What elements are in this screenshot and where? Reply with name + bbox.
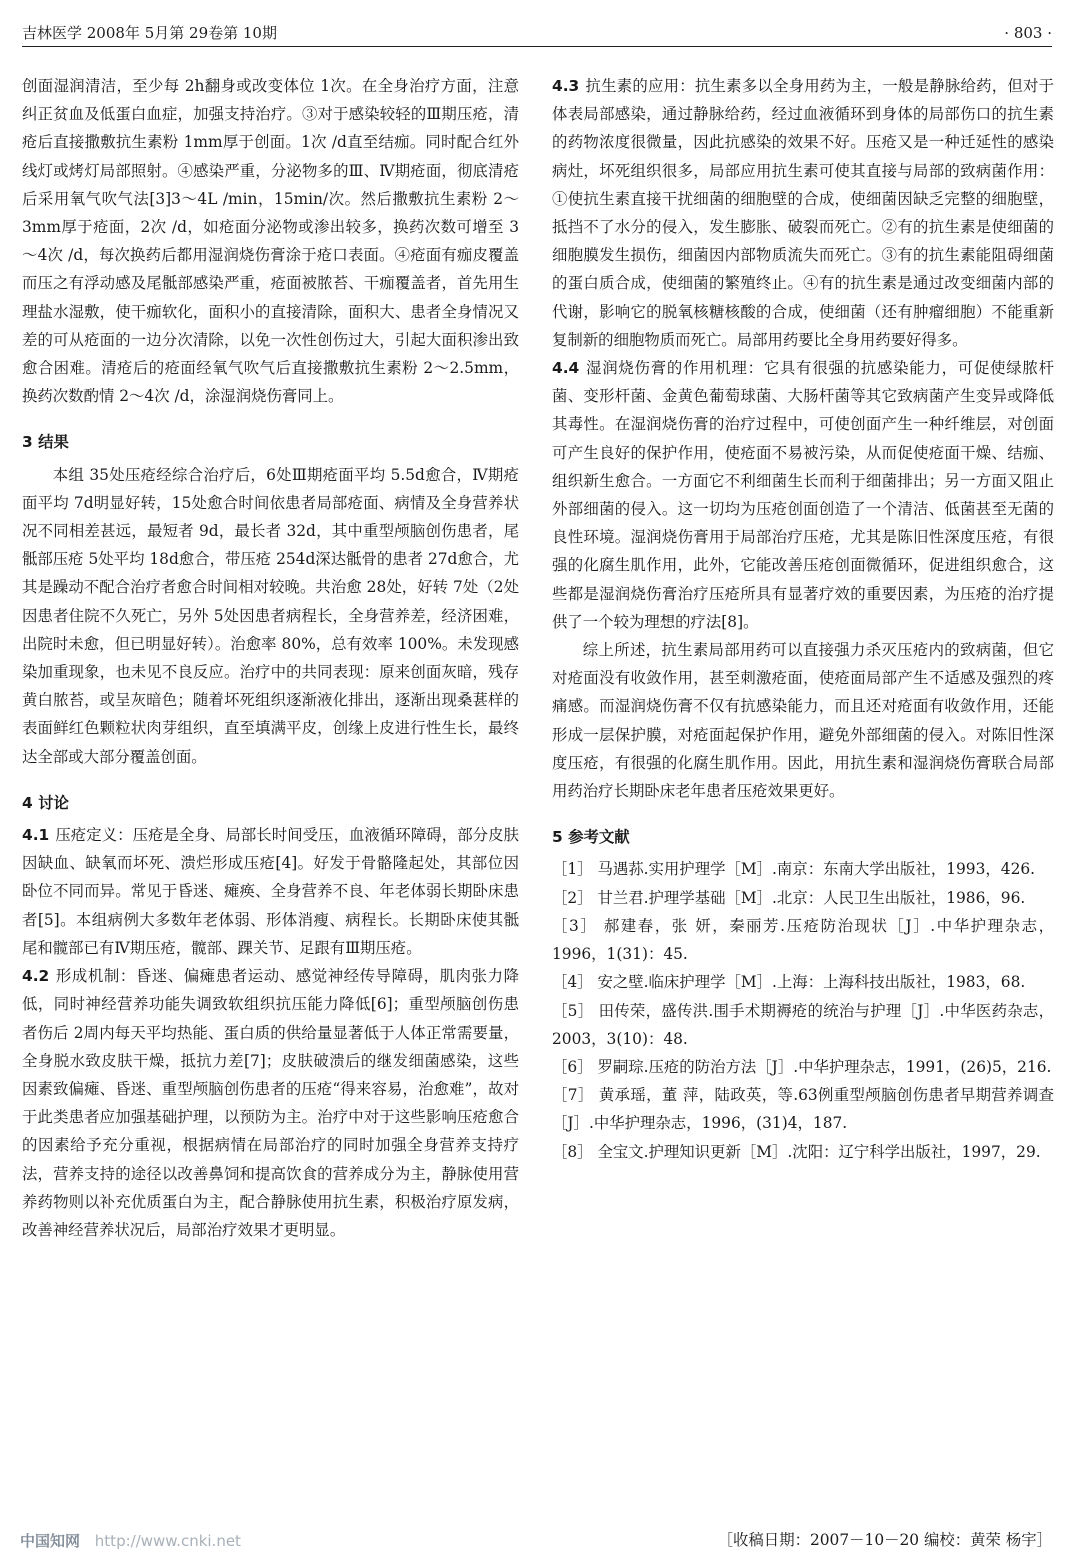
- subsection-number: 4.2: [22, 967, 50, 986]
- received-date-note: ［收稿日期：2007－10－20 编校：黄荣 杨宇］: [717, 1531, 1052, 1549]
- section-3-results: 本组 35处压疮经综合治疗后，6处Ⅲ期疮面平均 5.5d愈合，Ⅳ期疮面平均 7d明显好转，15处愈合时间依患者局部疮面、病情及全身营养状况不同相差甚远，最短者 9d，最长者 32d，其中重型颅脑创伤患者，尾骶部压疮 5处平均 18d愈合，带压疮 254d深达骶骨的患者 27d愈合，尤其是躁动不配合治疗者愈合时间相对较晚。共治愈 28处，好转 7处（2处因患者住院不久死亡，另外 5处因患者病程长，全身营养差，经济困难，出院时未愈，但已明显好转）。治愈率 80%，总有效率 100%。未发现感染加重现象，也未见不良反应。治疗中的共同表现：原来创面灰暗，残存黄白脓苔，或呈灰暗色；随着坏死组织逐渐液化排出，逐渐出现桑葚样的表面鲜红色颗粒状肉芽组织，直至填满平皮，创缘上皮进行性生长，最终达全部或大部分覆盖创面。: [22, 465, 519, 766]
- subsection-4-2: [22, 962, 519, 1244]
- reference-item: ［8］ 全宝文.护理知识更新［M］.沈阳：辽宁科学出版社，1997，29.: [552, 1142, 1041, 1161]
- page-number: · 803 ·: [1004, 24, 1052, 42]
- paragraph-treatment-continued: 创面湿润清洁，至少每 2h翻身或改变体位 1次。在全身治疗方面，注意纠正贫血及低蛋白血症，加强支持治疗。③对于感染较轻的Ⅲ期压疮，清疮后直接撒敷抗生素粉 1mm厚于创面。1次 /d直至结痂。同时配合红外线灯或烤灯局部照射。④感染严重，分泌物多的Ⅲ、Ⅳ期疮面，彻底清疮后采用氧气吹气法[3]3～4L /min，15min/次。然后撒敷抗生素粉 2～3mm厚于疮面，2次 /d，如疮面分泌物或渗出较多，换药次数可增至 3～4次 /d，每次换药后都用湿润烧伤膏涂于疮口表面。④疮面有痂皮覆盖而压之有浮动感及尾骶部感染严重，疮面被脓苔、干痂覆盖者，首先用生理盐水湿敷，使干痂软化，面积小的直接清除，面积大、患者全身情况又差的可从疮面的一边分次清除，以免一次性创伤过大，引起大面积渗出致愈合困难。清疮后的疮面经氧气吹气后直接撒敷抗生素粉 2～2.5mm，换药次数酌情 2～4次 /d，涂湿润烧伤膏同上。: [22, 77, 519, 406]
- reference-item: ［1］ 马遇荪.实用护理学［M］.南京：东南大学出版社，1993，426.: [552, 860, 1036, 879]
- subsection-text: 湿润烧伤膏的作用机理：它具有很强的抗感染能力，可促使绿脓杆菌、变形杆菌、金黄色葡萄球菌、大肠杆菌等其它致病菌产生变异或降低其毒性。在湿润烧伤膏的治疗过程中，可使创面产生一种纤维层，对创面可产生良好的保护作用，使疮面不易被污染，从而促使疮面干燥、结痂、组织新生愈合。一方面它不利细菌生长而利于细菌排出；另一方面又阻止外部细菌的侵入。这一切均为压疮创面创造了一个清洁、低菌甚至无菌的良性环境。湿润烧伤膏用于局部治疗压疮，尤其是陈旧性深度压疮，有很强的化腐生肌作用，此外，它能改善压疮创面微循环，促进组织愈合，这些都是湿润烧伤膏治疗压疮所具有显著疗效的重要因素，为压疮的治疗提供了一个较为理想的疗法[8]。: [552, 359, 1054, 631]
- subsection-4-3: [552, 72, 1054, 354]
- watermark-logo: 中国知网: [20, 1532, 81, 1550]
- reference-item: ［6］ 罗嗣琮.压疮的防治方法［J］.中华护理杂志，1991，(26)5，216.: [552, 1057, 1052, 1076]
- right-column: [552, 72, 1054, 1166]
- reference-list: [552, 855, 1054, 1165]
- running-header: [22, 22, 1052, 47]
- subsection-text: 压疮定义：压疮是全身、局部长时间受压，血液循环障碍，部分皮肤因缺血、缺氧而坏死、溃烂形成压疮[4]。好发于骨骼隆起处，其部位因卧位不同而异。常见于昏迷、瘫痪、全身营养不良、年老体弱长期卧床患者[5]。本组病例大多数年老体弱、形体消瘦、病程长。长期卧床使其骶尾和髋部已有Ⅳ期压疮，髋部、踝关节、足跟有Ⅲ期压疮。: [22, 826, 519, 957]
- reference-item: ［4］ 安之壁.临床护理学［M］.上海：上海科技出版社，1983，68.: [552, 973, 1026, 992]
- reference-item: ［2］ 甘兰君.护理学基础［M］.北京：人民卫生出版社，1986，96.: [552, 888, 1026, 907]
- subsection-number: 4.1: [22, 826, 50, 845]
- subsection-number: 4.4: [552, 359, 580, 378]
- subsection-4-1: [22, 821, 519, 962]
- section-4-title: 4 讨论: [22, 793, 69, 812]
- reference-item: ［3］ 郝建春，张 妍，秦丽芳.压疮防治现状［J］.中华护理杂志，1996，1(31)：45.: [552, 916, 1054, 964]
- cnki-watermark: [20, 1530, 241, 1551]
- summary-paragraph: 综上所述，抗生素局部用药可以直接强力杀灭压疮内的致病菌，但它对疮面没有收敛作用，甚至刺激疮面，使疮面局部产生不适感及强烈的疼痛感。而湿润烧伤膏不仅有抗感染能力，而且还对疮面有收敛作用，还能形成一层保护膜，对疮面起保护作用，避免外部细菌的侵入。对陈旧性深度压疮，有很强的化腐生肌作用。因此，用抗生素和湿润烧伤膏联合局部用药治疗长期卧床老年患者压疮效果更好。: [552, 641, 1054, 801]
- subsection-4-4: [552, 354, 1054, 636]
- subsection-text: 抗生素的应用：抗生素多以全身用药为主，一般是静脉给药，但对于体表局部感染，通过静脉给药，经过血液循环到身体的局部伤口的抗生素的药物浓度很微量，因此抗感染的效果不好。压疮又是一种迁延性的感染病灶，坏死组织很多，局部应用抗生素可使其直接与局部的致病菌作用：①使抗生素直接干扰细菌的细胞壁的合成，使细菌因缺乏完整的细胞壁，抵挡不了水分的侵入，发生膨胀、破裂而死亡。②有的抗生素是使细菌的细胞膜发生损伤，细菌因内部物质流失而死亡。③有的抗生素能阻碍细菌的蛋白质合成，使细菌的繁殖终止。④有的抗生素是通过改变细菌内部的代谢，影响它的脱氧核糖核酸的合成，使细菌（还有肿瘤细胞）不能重新复制新的细胞物质而死亡。局部用药要比全身用药要好得多。: [552, 77, 1054, 349]
- reference-item: ［5］ 田传荣，盛传洪.围手术期褥疮的统治与护理［J］.中华医药杂志，2003，3(10)：48.: [552, 1001, 1054, 1048]
- journal-title: 吉林医学 2008年 5月第 29卷第 10期: [22, 24, 277, 42]
- subsection-text: 形成机制：昏迷、偏瘫患者运动、感觉神经传导障碍，肌肉张力降低，同时神经营养功能失调致软组织抗压能力降低[6]；重型颅脑创伤患者伤后 2周内每天平均热能、蛋白质的供给量显著低于人体正常需要量，全身脱水致皮肤干燥，抵抗力差[7]；皮肤破溃后的继发细菌感染，这些因素致偏瘫、昏迷、重型颅脑创伤患者的压疮“得来容易，治愈难”，故对于此类患者应加强基础护理，以预防为主。治疗中对于这些影响压疮愈合的因素给予充分重视，根据病情在局部治疗的同时加强全身营养支持疗法，营养支持的途径以改善鼻饲和提高饮食的营养成分为主，静脉使用营养药物则以补充优质蛋白为主，配合静脉使用抗生素，积极治疗原发病，改善神经营养状况后，局部治疗效果才更明显。: [22, 967, 519, 1239]
- section-5-title: 5 参考文献: [552, 828, 630, 847]
- watermark-url: http://www.cnki.net: [94, 1532, 241, 1550]
- reference-item: ［7］ 黄承瑶，董 萍，陆政英，等.63例重型颅脑创伤患者早期营养调查［J］.中华护理杂志，1996，(31)4，187.: [552, 1086, 1054, 1133]
- section-3-title: 3 结果: [22, 433, 69, 452]
- left-column: [22, 72, 519, 1244]
- subsection-number: 4.3: [552, 77, 580, 95]
